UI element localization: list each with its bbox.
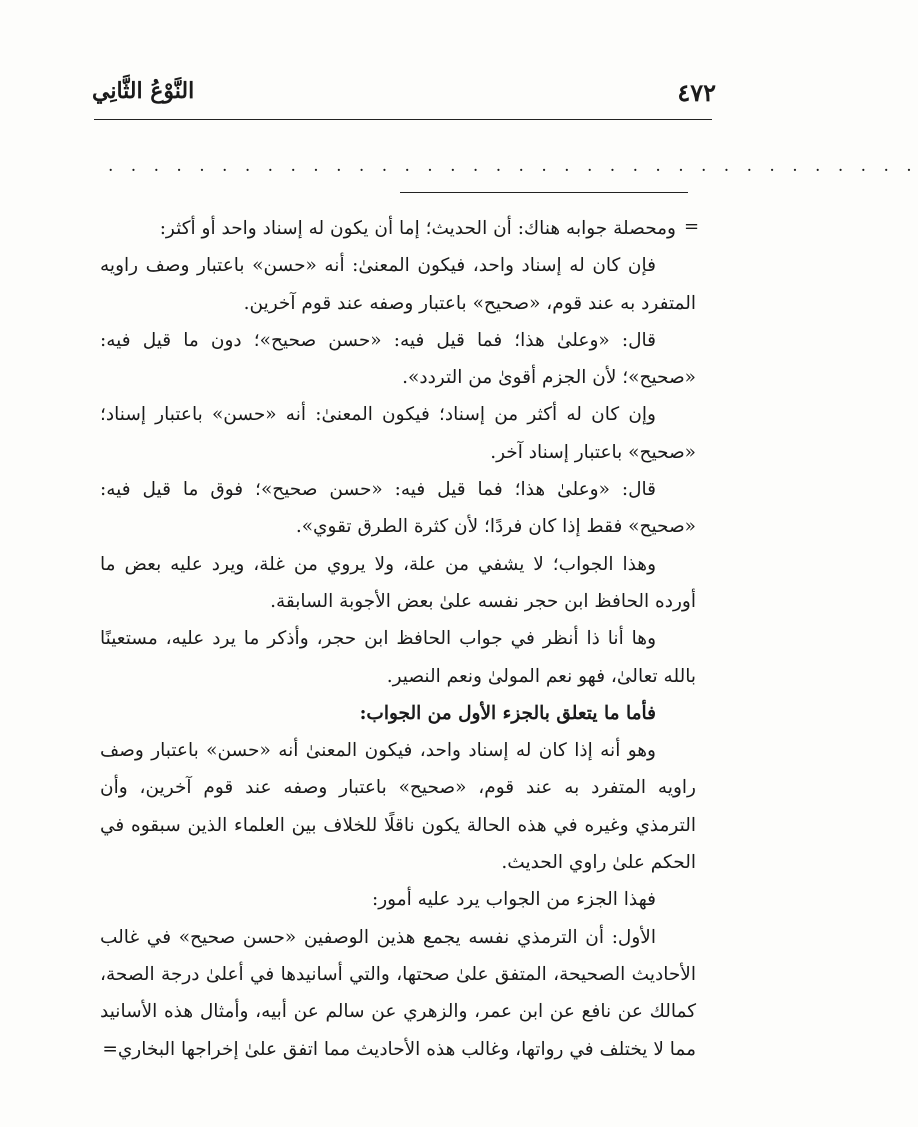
header-rule	[94, 119, 712, 120]
footnote-rule	[400, 192, 688, 193]
paragraph: وإن كان له أكثر من إسناد؛ فيكون المعنىٰ: أنه «حسن» باعتبار إسناد؛ «صحيح» باعتبار إسناد آخر.	[100, 404, 696, 463]
paragraph: وهذا الجواب؛ لا يشفي من علة، ولا يروي من غلة، ويرد عليه بعض ما أورده الحافظ ابن حجر نفسه علىٰ بعض الأجوبة السابقة.	[100, 553, 696, 612]
page-number: ٤٧٢	[677, 78, 716, 107]
section-heading: فأما ما يتعلق بالجزء الأول من الجواب:	[359, 702, 656, 724]
continuation-mark: =	[684, 216, 700, 237]
paragraph: ومحصلة جوابه هناك: أن الحديث؛ إما أن يكون له إسناد واحد أو أكثر:	[159, 218, 676, 239]
paragraph: قال: «وعلىٰ هذا؛ فما قيل فيه: «حسن صحيح»؛ دون ما قيل فيه: «صحيح»؛ لأن الجزم أقوىٰ من التردد».	[100, 329, 696, 389]
paragraph: فإن كان له إسناد واحد، فيكون المعنىٰ: أنه «حسن» باعتبار وصف راويه المتفرد به عند قوم، «صحيح» باعتبار وصفه عند قوم آخرين.	[100, 255, 696, 314]
page-header	[92, 78, 716, 108]
paragraph: فهذا الجزء من الجواب يرد عليه أمور:	[372, 889, 656, 911]
paragraph: وهو أنه إذا كان له إسناد واحد، فيكون المعنىٰ أنه «حسن» باعتبار وصف راويه المتفرد به عند قوم، «صحيح» باعتبار وصفه عند قوم آخرين، وأن الترمذي وغيره في هذه الحالة يكون ناقلًا للخلاف بين العلماء الذين سبقوه في الحكم علىٰ راوي الحديث.	[100, 740, 696, 874]
paragraph: قال: «وعلىٰ هذا؛ فما قيل فيه: «حسن صحيح»؛ فوق ما قيل فيه: «صحيح» فقط إذا كان فردًا؛ لأن كثرة الطرق تقوي».	[100, 479, 696, 538]
body-text	[100, 210, 696, 1068]
paragraph: وها أنا ذا أنظر في جواب الحافظ ابن حجر، وأذكر ما يرد عليه، مستعينًا بالله تعالىٰ، فهو نعم المولىٰ ونعم النصير.	[100, 628, 696, 687]
dotted-separator: . . . . . . . . . . . . . . . . . . . . . . . . . . . . . . . . . . . .	[108, 156, 918, 176]
chapter-title: النَّوْعُ الثَّانِي	[92, 78, 195, 104]
paragraph: الأول: أن الترمذي نفسه يجمع هذين الوصفين «حسن صحيح» في غالب الأحاديث الصحيحة، المتفق علىٰ صحتها، والتي أسانيدها في أعلىٰ درجة الصحة، كمالك عن نافع عن ابن عمر، والزهري عن سالم عن أبيه، وأمثال هذه الأسانيد مما لا يختلف في رواتها، وغالب هذه الأحاديث مما اتفق علىٰ إخراجها البخاري=	[100, 926, 696, 1060]
